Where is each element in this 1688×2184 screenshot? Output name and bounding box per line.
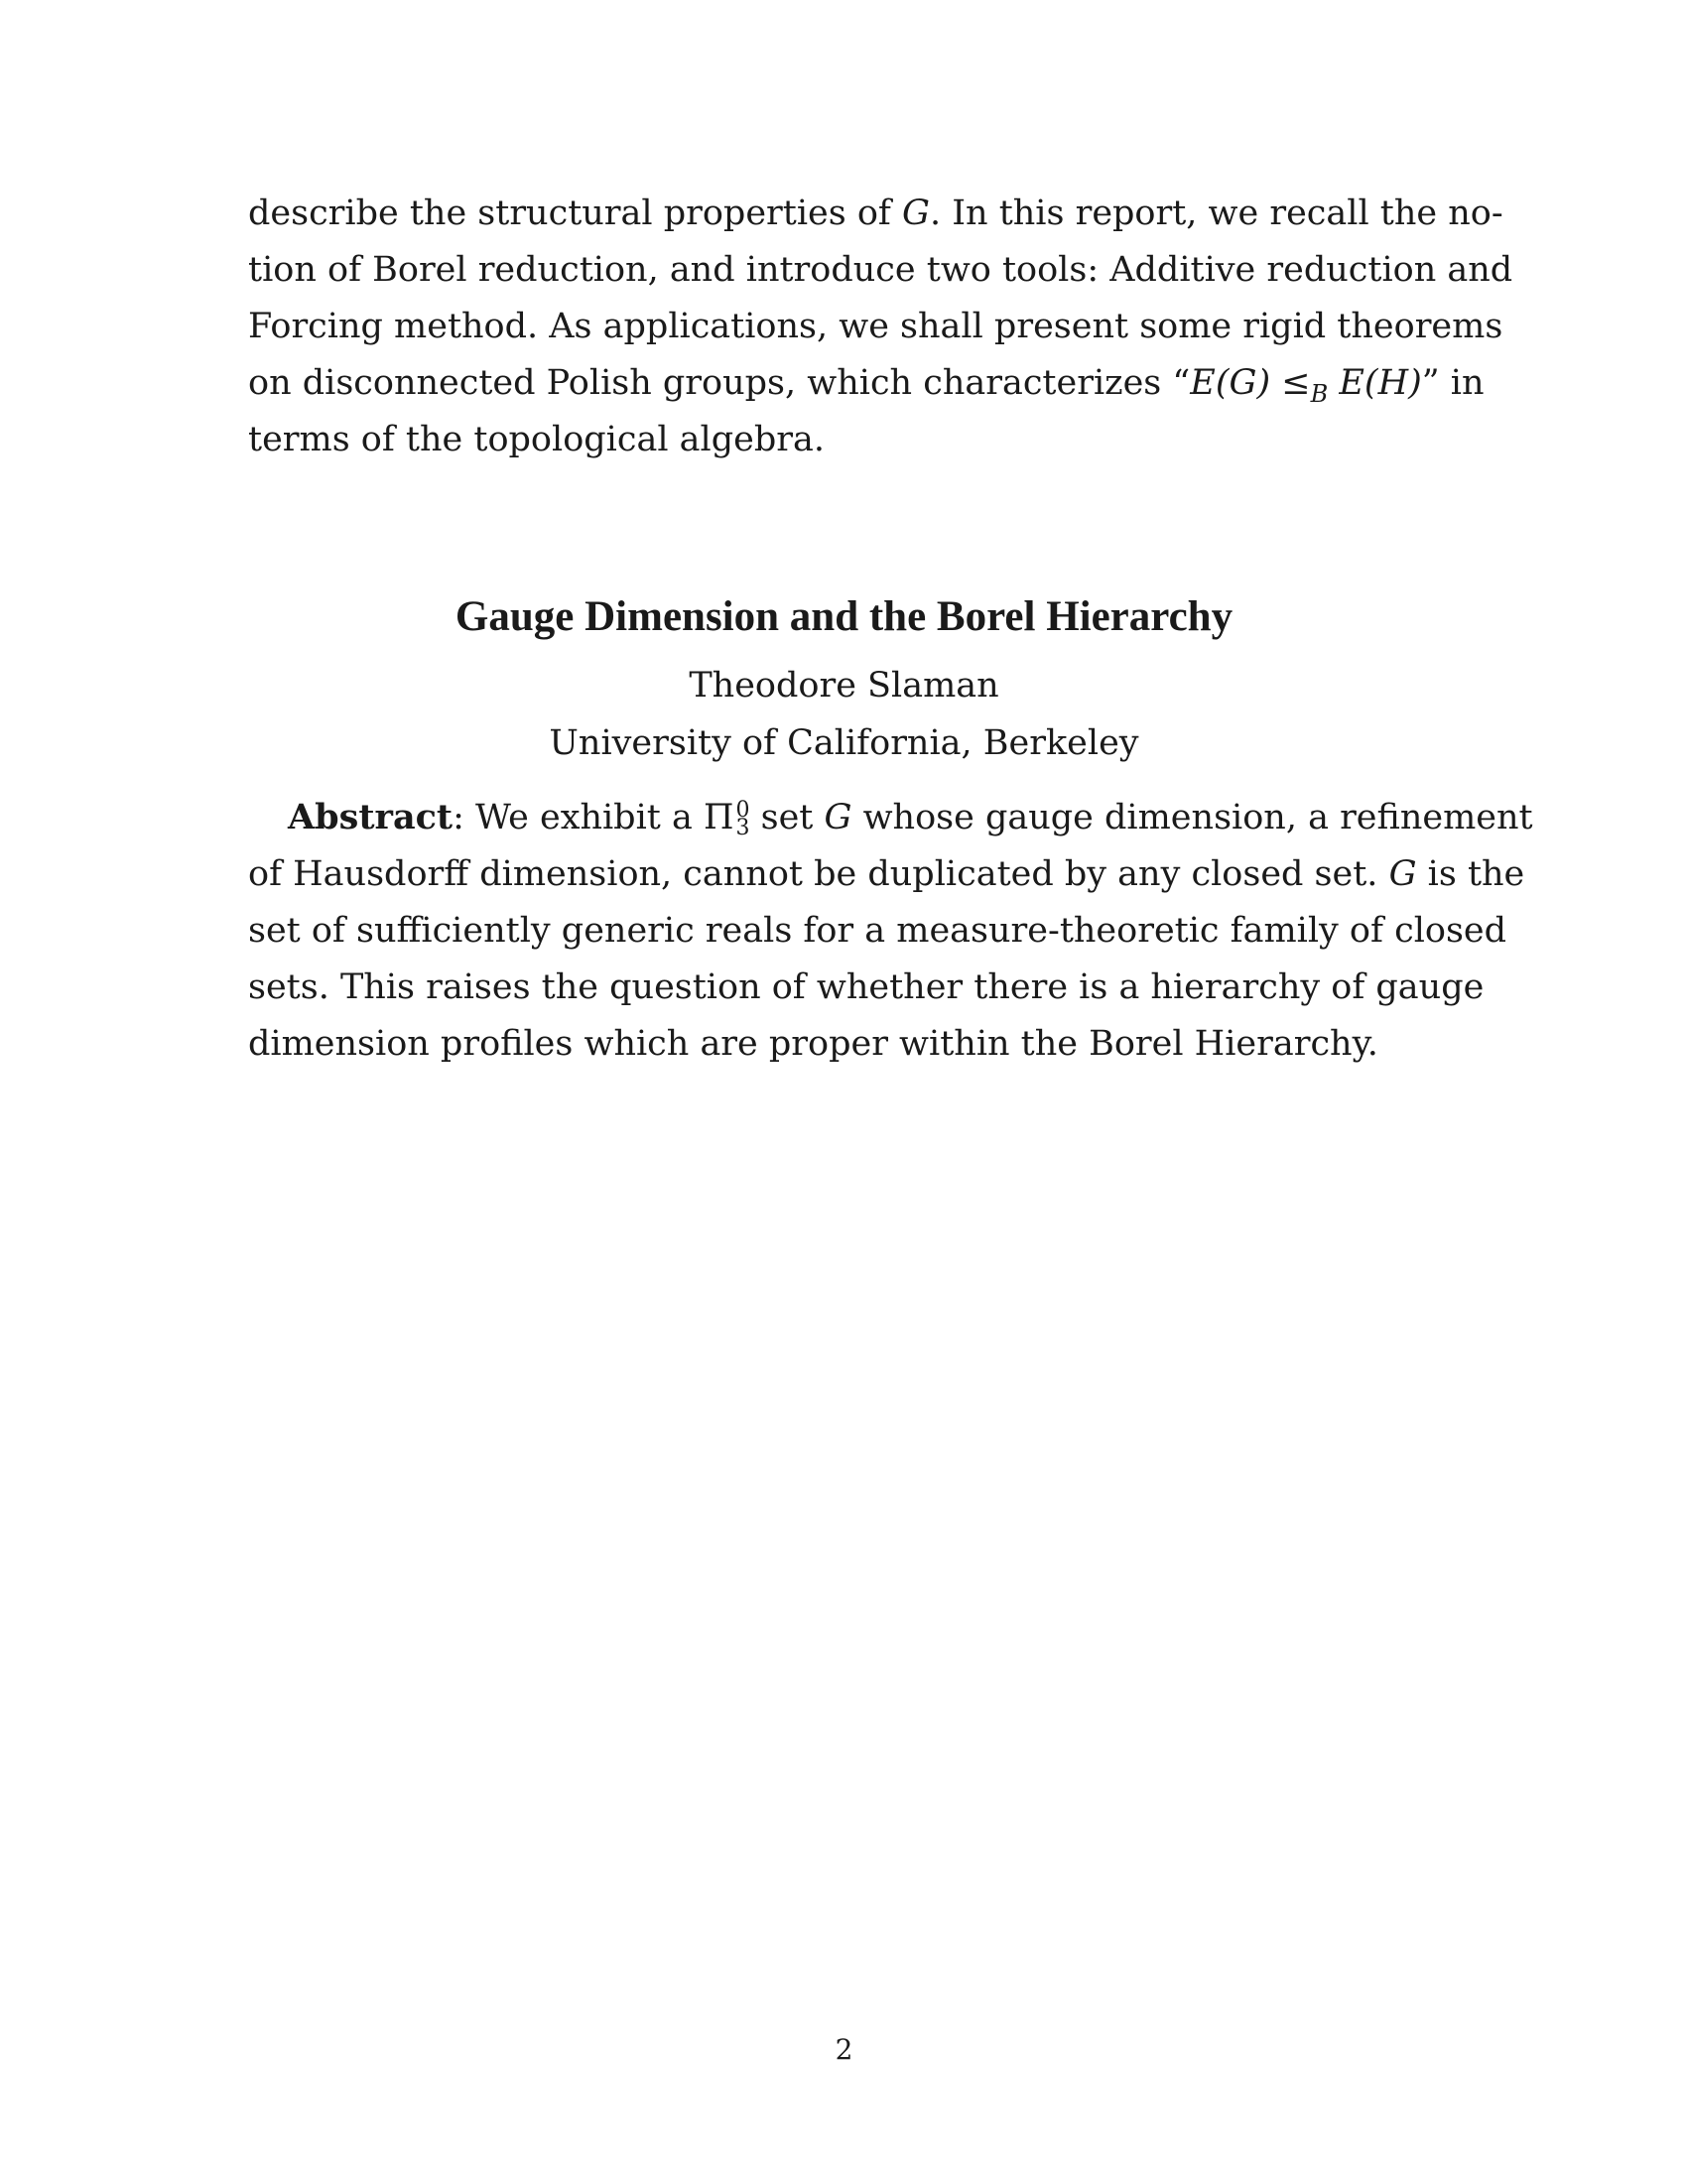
math-relation: ≤	[1281, 363, 1311, 403]
author-affiliation: University of California, Berkeley	[549, 723, 1139, 763]
text-span: . In this report, we recall the no-	[929, 193, 1503, 233]
math-subscript: B	[1310, 380, 1329, 408]
abstract-line-1	[288, 789, 1533, 846]
intro-line-5: terms of the topological algebra.	[248, 420, 825, 459]
abstract-line-4: sets. This raises the question of whether there is a hierarchy of gauge	[248, 967, 1485, 1007]
abstract-line-2	[248, 845, 1525, 903]
author-name: Theodore Slaman	[689, 666, 999, 706]
math-symbol-g: G	[1388, 854, 1417, 894]
abstract-line-5: dimension profiles which are proper within the Borel Hierarchy.	[248, 1024, 1378, 1064]
text-span: of Hausdorff dimension, cannot be duplicated by any closed set.	[248, 854, 1389, 894]
text-span: ” in	[1421, 363, 1485, 403]
intro-line-3: Forcing method. As applications, we shall present some rigid theorems	[248, 307, 1503, 346]
math-pi-indices	[735, 797, 750, 840]
text-span: on disconnected Polish groups, which characterizes “	[248, 363, 1191, 403]
page-number: 2	[835, 2033, 853, 2066]
intro-line-1	[248, 185, 1503, 242]
math-pi-symbol: Π	[703, 798, 734, 837]
math-subscript: 3	[735, 815, 750, 840]
abstract-label: Abstract	[288, 797, 454, 837]
text-span: :	[453, 798, 464, 837]
math-formula: E(H)	[1339, 363, 1422, 403]
intro-line-2: tion of Borel reduction, and introduce two tools: Additive reduction and	[248, 250, 1513, 290]
text-span: whose gauge dimension, a refinement	[851, 798, 1533, 837]
text-span: is the	[1416, 854, 1525, 894]
math-superscript: 0	[735, 797, 750, 823]
math-formula: E(G)	[1190, 363, 1271, 403]
text-span: set	[749, 798, 825, 837]
text-span: describe the structural properties of	[248, 193, 902, 233]
abstract-line-3: set of sufficiently generic reals for a measure-theoretic family of closed	[248, 911, 1507, 951]
math-symbol-g: G	[824, 798, 852, 837]
article-title: Gauge Dimension and the Borel Hierarchy	[454, 593, 1234, 640]
math-symbol-g: G	[901, 193, 930, 233]
text-span: We exhibit a	[463, 798, 704, 837]
